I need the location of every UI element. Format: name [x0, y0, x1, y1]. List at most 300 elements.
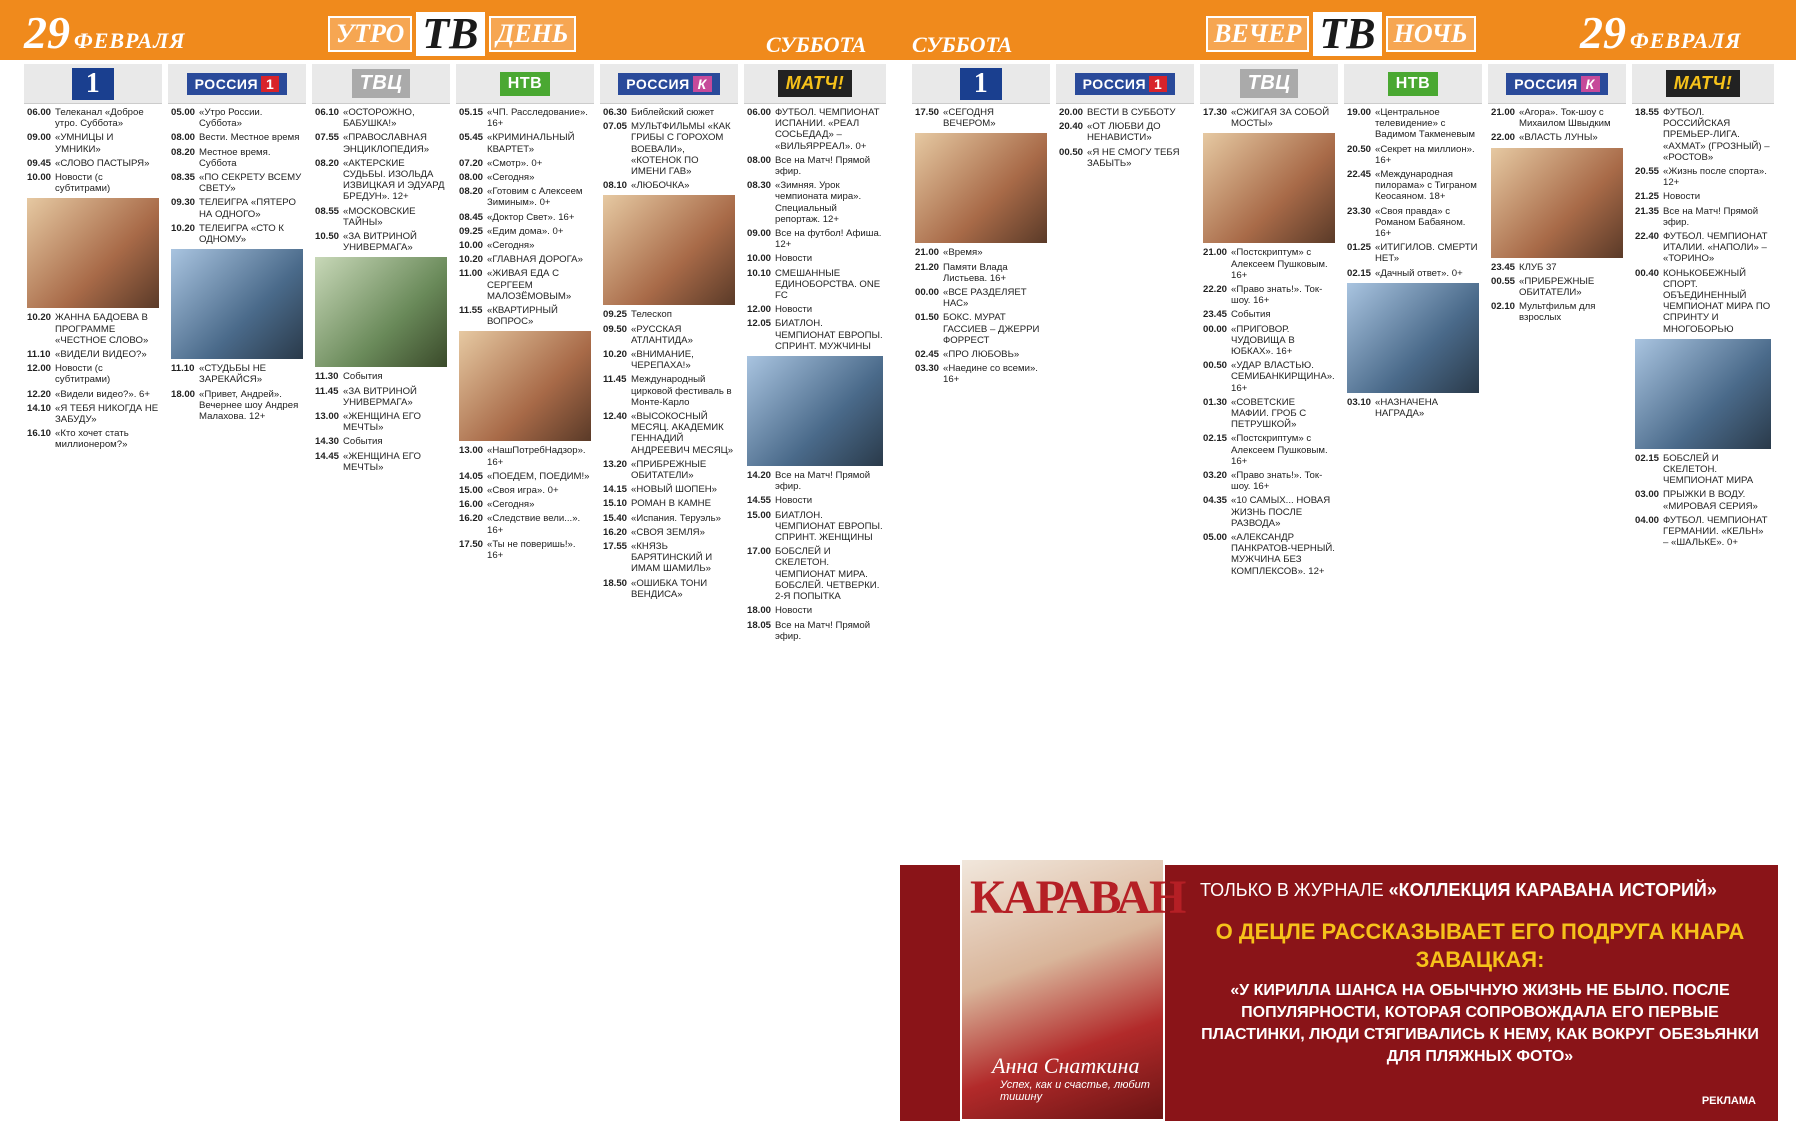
- program-item[interactable]: [456, 254, 594, 265]
- program-item[interactable]: [1344, 397, 1482, 419]
- program-time: 19.00: [1347, 107, 1372, 118]
- program-item[interactable]: [456, 305, 594, 327]
- program-time: 00.40: [1635, 267, 1660, 279]
- program-time: 10.00: [27, 172, 52, 184]
- ad-label: РЕКЛАМА: [1701, 1095, 1756, 1107]
- program-time: 02.15: [1347, 267, 1372, 279]
- program-item[interactable]: [1200, 470, 1338, 492]
- program-title: «Доктор Свет». 16+: [487, 211, 575, 223]
- program-photo: [1491, 148, 1623, 258]
- program-item[interactable]: [1056, 121, 1194, 143]
- logo-letter: К: [693, 76, 712, 92]
- program-time: 08.00: [747, 154, 772, 166]
- program-item[interactable]: [456, 107, 594, 129]
- program-item[interactable]: [1632, 206, 1774, 228]
- program-item[interactable]: [912, 247, 1050, 258]
- program-photo: [603, 195, 735, 305]
- column-rk-morning: [600, 64, 738, 854]
- program-item[interactable]: [312, 386, 450, 408]
- program-item[interactable]: [312, 451, 450, 473]
- program-photo: [459, 331, 591, 441]
- program-time: 17.30: [1203, 107, 1228, 118]
- program-title: «Едим дома». 0+: [487, 225, 564, 237]
- date-day: 29: [24, 7, 70, 58]
- program-title: БИАТЛОН. ЧЕМПИОНАТ ЕВРОПЫ. СПРИНТ. МУЖЧИНЫ: [775, 318, 883, 352]
- program-item[interactable]: [24, 428, 162, 450]
- program-photo: [1203, 133, 1335, 243]
- program-time: 08.30: [747, 180, 772, 192]
- program-time: 01.30: [1203, 396, 1228, 408]
- program-time: 17.50: [459, 538, 484, 550]
- program-title: «Наедине со всеми». 16+: [943, 363, 1038, 386]
- program-time: 17.00: [747, 546, 772, 558]
- program-item[interactable]: [1200, 107, 1338, 129]
- program-item[interactable]: [600, 349, 738, 371]
- program-item[interactable]: [1200, 247, 1338, 281]
- program-item[interactable]: [1200, 284, 1338, 306]
- ad-magazine-name: «КОЛЛЕКЦИЯ КАРАВАНА ИСТОРИЙ»: [1388, 880, 1717, 900]
- program-item[interactable]: [744, 268, 886, 302]
- column-match-evening: [1632, 64, 1774, 854]
- program-item[interactable]: [744, 546, 886, 602]
- program-item[interactable]: [24, 107, 162, 129]
- program-time: 04.00: [1635, 514, 1660, 526]
- program-item[interactable]: [168, 132, 306, 143]
- magazine-cover-image[interactable]: [960, 858, 1185, 1121]
- program-title: «НашПотребНадзор». 16+: [487, 445, 586, 468]
- logo-letter: К: [1581, 76, 1600, 92]
- magazine-masthead: КАРАВАН: [970, 871, 1185, 924]
- program-title: «Я НЕ СМОГУ ТЕБЯ ЗАБЫТЬ»: [1087, 146, 1180, 169]
- channel-header: [600, 64, 738, 104]
- program-item[interactable]: [456, 499, 594, 510]
- program-item[interactable]: [744, 253, 886, 264]
- program-title: «СВОЯ ЗЕМЛЯ»: [631, 526, 705, 538]
- program-item[interactable]: [912, 363, 1050, 385]
- program-title: «ИТИГИЛОВ. СМЕРТИ НЕТ»: [1375, 242, 1478, 265]
- program-title: События: [343, 436, 383, 448]
- program-item[interactable]: [312, 206, 450, 228]
- program-title: «ЖЕНЩИНА ЕГО МЕЧТЫ»: [343, 411, 421, 434]
- program-item[interactable]: [24, 389, 162, 400]
- program-item[interactable]: [456, 471, 594, 482]
- program-title: Мультфильм для взрослых: [1519, 301, 1596, 324]
- program-item[interactable]: [600, 324, 738, 346]
- program-item[interactable]: [1632, 515, 1774, 549]
- program-item[interactable]: [1344, 206, 1482, 240]
- program-title: «ЛЮБОЧКА»: [631, 180, 690, 192]
- program-time: 20.50: [1347, 143, 1372, 155]
- program-title: «ВЫСОКОСНЫЙ МЕСЯЦ. АКАДЕМИК ГЕННАДИЙ АНДРЕЕВИЧ МЕСЯЦ»: [631, 411, 734, 456]
- program-item[interactable]: [1056, 107, 1194, 118]
- program-title: «КНЯЗЬ БАРЯТИНСКИЙ И ИМАМ ШАМИЛЬ»: [631, 541, 713, 575]
- program-time: 14.30: [315, 436, 340, 448]
- program-item[interactable]: [1200, 324, 1338, 358]
- logo-right-word: НОЧЬ: [1386, 16, 1476, 52]
- program-photo: [27, 198, 159, 308]
- program-item[interactable]: [912, 262, 1050, 284]
- program-time: 01.50: [915, 312, 940, 324]
- program-item[interactable]: [912, 287, 1050, 309]
- program-item[interactable]: [600, 513, 738, 524]
- program-title: «Своя игра». 0+: [487, 485, 559, 497]
- logo-text: РОССИЯ: [194, 75, 259, 92]
- program-item[interactable]: [24, 172, 162, 194]
- program-title: «ПРИБРЕЖНЫЕ ОБИТАТЕЛИ»: [631, 458, 707, 482]
- date-month: ФЕВРАЛЯ: [74, 28, 186, 53]
- program-item[interactable]: [456, 186, 594, 208]
- program-item[interactable]: [600, 484, 738, 495]
- program-time: 14.20: [747, 470, 772, 482]
- program-item[interactable]: [456, 172, 594, 183]
- program-title: «Секрет на миллион». 16+: [1375, 143, 1475, 166]
- program-time: 03.00: [1635, 489, 1660, 501]
- program-item[interactable]: [600, 527, 738, 538]
- program-title: КЛУБ 37: [1519, 261, 1557, 273]
- program-item[interactable]: [600, 541, 738, 575]
- program-item[interactable]: [1056, 147, 1194, 169]
- program-item[interactable]: [744, 605, 886, 616]
- program-item[interactable]: [1200, 309, 1338, 320]
- program-item[interactable]: [312, 411, 450, 433]
- program-item[interactable]: [312, 231, 450, 253]
- date-month: ФЕВРАЛЯ: [1630, 28, 1742, 53]
- program-title: «НОВЫЙ ШОПЕН»: [631, 484, 717, 496]
- program-title: ТЕЛЕИГРА «ПЯТЕРО НА ОДНОГО»: [199, 197, 296, 220]
- program-time: 17.50: [915, 107, 940, 118]
- program-item[interactable]: [1200, 360, 1338, 394]
- program-time: 11.10: [27, 349, 51, 361]
- program-title: ФУТБОЛ. РОССИЙСКАЯ ПРЕМЬЕР-ЛИГА. «АХМАТ» (ГРОЗНЫЙ) – «РОСТОВ»: [1663, 107, 1770, 163]
- program-item[interactable]: [744, 228, 886, 250]
- program-time: 03.20: [1203, 470, 1228, 482]
- program-title: «ЗА ВИТРИНОЙ УНИВЕРМАГА»: [343, 385, 417, 408]
- program-time: 18.50: [603, 577, 628, 589]
- program-item[interactable]: [168, 197, 306, 219]
- match-logo: МАТЧ!: [778, 70, 852, 97]
- program-time: 14.10: [27, 402, 52, 414]
- program-title: «Дачный ответ». 0+: [1375, 267, 1463, 279]
- program-item[interactable]: [456, 485, 594, 496]
- program-title: «ВЛАСТЬ ЛУНЫ»: [1519, 132, 1598, 144]
- program-title: «СЕГОДНЯ ВЕЧЕРОМ»: [943, 107, 996, 130]
- logo-number: 1: [261, 76, 279, 92]
- program-title: «ЗА ВИТРИНОЙ УНИВЕРМАГА»: [343, 231, 417, 254]
- program-item[interactable]: [24, 363, 162, 385]
- program-time: 12.00: [747, 304, 772, 316]
- program-time: 15.00: [459, 485, 484, 497]
- program-photo: [315, 257, 447, 367]
- program-item[interactable]: [1200, 397, 1338, 431]
- program-item[interactable]: [600, 180, 738, 191]
- program-title: «Право знать!». Ток-шоу. 16+: [1231, 284, 1323, 307]
- program-title: «НАЗНАЧЕНА НАГРАДА»: [1375, 396, 1439, 420]
- program-item[interactable]: [168, 147, 306, 169]
- channel-header: [1056, 64, 1194, 104]
- program-item[interactable]: [912, 312, 1050, 346]
- program-title: События: [1231, 309, 1271, 321]
- ntv-logo: НТВ: [500, 72, 550, 96]
- program-item[interactable]: [1632, 166, 1774, 188]
- program-item[interactable]: [456, 445, 594, 467]
- program-item[interactable]: [744, 107, 886, 152]
- program-item[interactable]: [456, 132, 594, 154]
- program-item[interactable]: [1344, 268, 1482, 279]
- cover-name: Анна Снаткина: [992, 1053, 1140, 1078]
- program-item[interactable]: [1632, 268, 1774, 335]
- program-item[interactable]: [744, 510, 886, 544]
- logo-left-word: УТРО: [328, 16, 412, 52]
- logo-text: РОССИЯ: [1514, 75, 1578, 92]
- program-item[interactable]: [1632, 489, 1774, 511]
- russia-k-logo: [1506, 73, 1608, 95]
- program-title: «ПО СЕКРЕТУ ВСЕМУ СВЕТУ»: [199, 172, 302, 195]
- program-item[interactable]: [600, 498, 738, 509]
- program-title: «Сегодня»: [487, 240, 535, 252]
- program-item[interactable]: [1632, 453, 1774, 487]
- program-item[interactable]: [1488, 132, 1626, 143]
- program-time: 18.00: [747, 605, 772, 617]
- program-title: Новости: [1663, 191, 1701, 203]
- program-time: 06.10: [315, 107, 340, 118]
- program-time: 08.00: [459, 172, 484, 184]
- program-time: 09.00: [747, 228, 772, 240]
- program-title: «Испания. Теруэль»: [631, 512, 721, 524]
- program-title: «ПРАВОСЛАВНАЯ ЭНЦИКЛОПЕДИЯ»: [343, 132, 430, 155]
- program-time: 08.00: [171, 132, 196, 144]
- program-time: 10.10: [747, 267, 772, 279]
- logo-left-word: ВЕЧЕР: [1206, 16, 1309, 52]
- program-item[interactable]: [744, 495, 886, 506]
- program-title: Новости (с субтитрами): [55, 172, 111, 195]
- program-title: «ОТ ЛЮБВИ ДО НЕНАВИСТИ»: [1087, 121, 1161, 144]
- program-time: 05.00: [1203, 532, 1228, 544]
- program-item[interactable]: [1200, 433, 1338, 467]
- program-time: 10.20: [171, 222, 196, 234]
- program-item[interactable]: [600, 459, 738, 481]
- program-time: 17.55: [603, 541, 628, 553]
- program-item[interactable]: [600, 107, 738, 118]
- program-title: «Постскриптум» с Алексеем Пушковым. 16+: [1231, 247, 1328, 281]
- program-item[interactable]: [1632, 231, 1774, 265]
- program-title: «ЧП. Расследование». 16+: [487, 107, 588, 130]
- program-item[interactable]: [1488, 107, 1626, 129]
- program-item[interactable]: [600, 121, 738, 177]
- program-time: 09.30: [171, 197, 196, 209]
- program-item[interactable]: [1488, 301, 1626, 323]
- program-title: «Следствие вели...». 16+: [487, 513, 581, 536]
- program-item[interactable]: [1344, 144, 1482, 166]
- program-item[interactable]: [744, 318, 886, 352]
- program-item[interactable]: [24, 312, 162, 346]
- program-item[interactable]: [312, 158, 450, 203]
- program-title: Все на Матч! Прямой эфир.: [775, 619, 871, 642]
- channel-header: [168, 64, 306, 104]
- program-item[interactable]: [168, 389, 306, 423]
- program-title: «УДАР ВЛАСТЬЮ. СЕМИБАНКИРЩИНА». 16+: [1231, 360, 1335, 394]
- program-title: Все на Матч! Прямой эфир.: [775, 470, 871, 493]
- program-item[interactable]: [312, 436, 450, 447]
- program-title: «Привет, Андрей». Вечернее шоу Андрея Малахова. 12+: [199, 388, 299, 423]
- program-time: 16.20: [603, 526, 628, 538]
- program-time: 00.55: [1491, 275, 1516, 287]
- program-item[interactable]: [744, 304, 886, 315]
- program-title: ЖАННА БАДОЕВА В ПРОГРАММЕ «ЧЕСТНОЕ СЛОВО»: [55, 312, 149, 346]
- page-left: [24, 64, 886, 1121]
- program-item[interactable]: [744, 180, 886, 225]
- program-title: «Сегодня»: [487, 172, 535, 184]
- program-item[interactable]: [600, 411, 738, 456]
- program-title: Новости (с субтитрами): [55, 363, 111, 386]
- program-title: «ВНИМАНИЕ, ЧЕРЕПАХА!»: [631, 349, 694, 372]
- column-ntv-evening: [1344, 64, 1482, 854]
- program-time: 08.20: [315, 157, 340, 169]
- program-time: 09.00: [27, 132, 52, 144]
- program-item[interactable]: [312, 132, 450, 154]
- program-title: «Своя правда» с Романом Бабаяном. 16+: [1375, 205, 1466, 240]
- program-time: 08.20: [171, 146, 196, 158]
- program-item[interactable]: [1488, 262, 1626, 273]
- program-title: КОНЬКОБЕЖНЫЙ СПОРТ. ОБЪЕДИНЕННЫЙ ЧЕМПИОНАТ МИРА ПО СПРИНТУ И МНОГОБОРЬЮ: [1663, 267, 1771, 335]
- russia1-logo: [187, 73, 288, 95]
- program-time: 18.55: [1635, 107, 1660, 118]
- program-item[interactable]: [744, 620, 886, 642]
- program-time: 12.20: [27, 388, 52, 400]
- channel-header: [1200, 64, 1338, 104]
- program-item[interactable]: [24, 132, 162, 154]
- program-title: «Международная пилорама» с Тиграном Кеосаяном. 18+: [1375, 169, 1477, 203]
- program-time: 10.20: [27, 312, 52, 324]
- program-item[interactable]: [24, 403, 162, 425]
- program-item[interactable]: [456, 226, 594, 237]
- program-item[interactable]: [312, 107, 450, 129]
- program-item[interactable]: [1200, 495, 1338, 529]
- program-item[interactable]: [24, 349, 162, 360]
- program-time: 02.15: [1203, 433, 1228, 445]
- ad-intro-text: ТОЛЬКО В ЖУРНАЛЕ: [1200, 880, 1389, 900]
- program-item[interactable]: [912, 107, 1050, 129]
- program-item[interactable]: [1488, 276, 1626, 298]
- program-title: БОКС. МУРАТ ГАССИЕВ – ДЖЕРРИ ФОРРЕСТ: [943, 312, 1040, 346]
- program-time: 10.20: [603, 349, 628, 361]
- program-time: 22.40: [1635, 231, 1660, 243]
- program-title: ФУТБОЛ. ЧЕМПИОНАТ ИСПАНИИ. «РЕАЛ СОСЬЕДАД» – «ВИЛЬЯРРЕАЛ». 0+: [775, 107, 880, 152]
- program-time: 22.20: [1203, 284, 1228, 296]
- program-photo: [1347, 283, 1479, 393]
- channel-header: [456, 64, 594, 104]
- header-bar: [0, 0, 1796, 60]
- program-time: 00.00: [915, 287, 940, 299]
- channel-1-logo: 1: [72, 68, 115, 100]
- weekday-left: СУББОТА: [766, 32, 867, 57]
- program-time: 07.05: [603, 121, 628, 133]
- channel-header: [1488, 64, 1626, 104]
- program-time: 07.55: [315, 132, 340, 144]
- program-title: «Смотр». 0+: [487, 157, 543, 169]
- program-title: «10 САМЫХ... НОВАЯ ЖИЗНЬ ПОСЛЕ РАЗВОДА»: [1231, 495, 1331, 529]
- program-time: 11.10: [171, 363, 195, 375]
- program-item[interactable]: [1200, 532, 1338, 577]
- program-title: Все на Матч! Прямой эфир.: [775, 154, 871, 178]
- program-time: 14.45: [315, 450, 340, 462]
- program-item[interactable]: [168, 107, 306, 129]
- program-item[interactable]: [168, 363, 306, 385]
- program-item[interactable]: [600, 374, 738, 408]
- program-item[interactable]: [1344, 107, 1482, 141]
- program-title: ТЕЛЕИГРА «СТО К ОДНОМУ»: [199, 222, 284, 246]
- program-item[interactable]: [600, 309, 738, 320]
- column-c1-morning: [24, 64, 162, 854]
- program-title: «КРИМИНАЛЬНЫЙ КВАРТЕТ»: [487, 132, 575, 155]
- program-time: 06.00: [27, 107, 52, 118]
- program-time: 05.00: [171, 107, 196, 118]
- program-item[interactable]: [168, 223, 306, 245]
- program-time: 13.20: [603, 458, 628, 470]
- program-item[interactable]: [456, 158, 594, 169]
- program-title: Телеканал «Доброе утро. Суббота»: [55, 107, 144, 130]
- channel-header: [24, 64, 162, 104]
- program-title: Вести. Местное время: [199, 132, 300, 144]
- program-item[interactable]: [456, 268, 594, 302]
- program-item[interactable]: [600, 578, 738, 600]
- program-title: Новости: [775, 304, 813, 316]
- program-time: 23.45: [1203, 309, 1228, 321]
- program-time: 16.10: [27, 428, 52, 440]
- program-item[interactable]: [456, 539, 594, 561]
- program-time: 10.20: [459, 254, 484, 266]
- program-time: 11.45: [315, 385, 339, 397]
- program-item[interactable]: [312, 371, 450, 382]
- program-title: «АКТЕРСКИЕ СУДЬБЫ. ИЗОЛЬДА ИЗВИЦКАЯ И ЭДУАРД БРЕДУН». 12+: [343, 157, 445, 203]
- program-time: 15.40: [603, 512, 628, 524]
- program-title: «ОСТОРОЖНО, БАБУШКА!»: [343, 107, 415, 130]
- program-item[interactable]: [1632, 107, 1774, 163]
- program-time: 06.30: [603, 107, 628, 118]
- program-title: «Центральное телевидение» с Вадимом Такменевым: [1375, 107, 1475, 141]
- program-time: 12.00: [27, 363, 52, 375]
- program-title: РОМАН В КАМНЕ: [631, 498, 712, 510]
- channel-header: [912, 64, 1050, 104]
- tvc-logo: ТВЦ: [1240, 69, 1299, 98]
- program-time: 12.05: [747, 318, 772, 330]
- program-time: 20.40: [1059, 121, 1084, 133]
- program-time: 22.45: [1347, 169, 1372, 181]
- program-title: «ЖЕНЩИНА ЕГО МЕЧТЫ»: [343, 450, 421, 473]
- program-item[interactable]: [456, 513, 594, 535]
- program-title: МУЛЬТФИЛЬМЫ «КАК ГРИБЫ С ГОРОХОМ ВОЕВАЛИ», «КОТЕНОК ПО ИМЕНИ ГАВ»: [631, 121, 731, 178]
- program-item[interactable]: [168, 172, 306, 194]
- program-item[interactable]: [744, 155, 886, 177]
- program-title: «Кто хочет стать миллионером?»: [55, 428, 129, 451]
- program-time: 08.45: [459, 211, 484, 223]
- program-item[interactable]: [1344, 242, 1482, 264]
- russia-k-logo: [618, 73, 720, 95]
- program-item[interactable]: [744, 470, 886, 492]
- program-time: 08.35: [171, 172, 196, 184]
- program-time: 15.10: [603, 498, 628, 510]
- program-item[interactable]: [24, 158, 162, 169]
- program-item[interactable]: [912, 349, 1050, 360]
- program-time: 02.10: [1491, 301, 1516, 313]
- program-time: 11.00: [459, 268, 483, 280]
- program-title: «УМНИЦЫ И УМНИКИ»: [55, 132, 114, 155]
- program-item[interactable]: [456, 240, 594, 251]
- program-title: Памяти Влада Листьева. 16+: [943, 261, 1008, 284]
- program-time: 00.50: [1059, 146, 1084, 158]
- program-item[interactable]: [456, 212, 594, 223]
- program-item[interactable]: [1632, 191, 1774, 202]
- program-item[interactable]: [1344, 169, 1482, 203]
